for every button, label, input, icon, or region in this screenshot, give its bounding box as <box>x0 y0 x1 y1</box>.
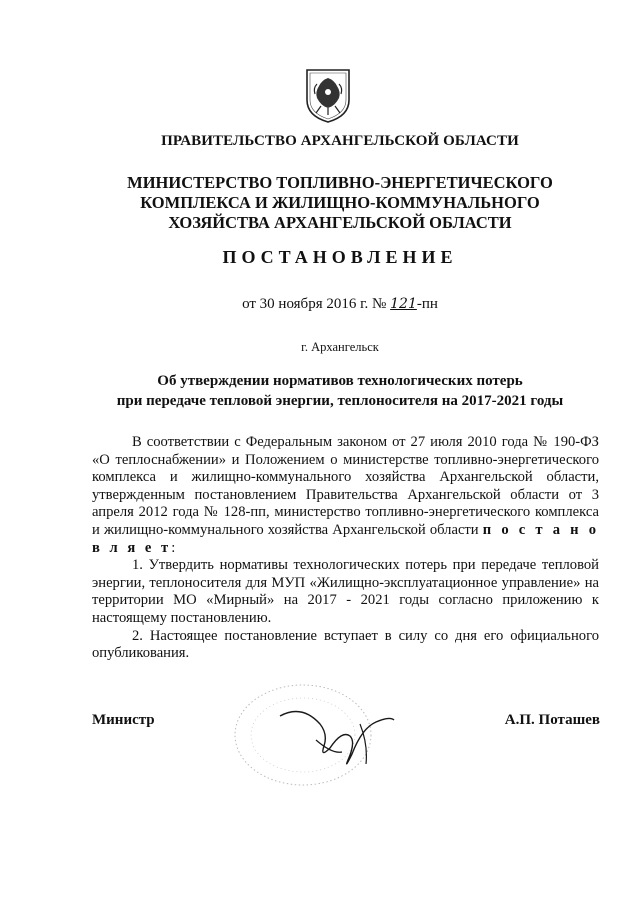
subject-line: при передаче тепловой энергии, теплоносителя на 2017-2021 годы <box>116 393 564 409</box>
signatory-position: Министр <box>92 712 155 728</box>
handwritten-signature-icon <box>272 694 402 774</box>
government-name: ПРАВИТЕЛЬСТВО АРХАНГЕЛЬСКОЙ ОБЛАСТИ <box>161 133 519 149</box>
coat-of-arms-icon <box>303 66 353 124</box>
item-1-paragraph: 1. Утвердить нормативы технологических потерь при передаче тепловой энергии, теплоносителя для МУП «Жилищно-эксплуатационное управление» на территории МО «Мирный» на 2017 - 2021 годы согласно приложению к настоящему постановлению. <box>92 557 599 626</box>
document-date: от 30 ноября 2016 г. № <box>242 296 387 312</box>
decree-colon: : <box>171 539 176 556</box>
preamble-paragraph <box>92 434 599 557</box>
ministry-line: МИНИСТЕРСТВО ТОПЛИВНО-ЭНЕРГЕТИЧЕСКОГО <box>127 173 553 192</box>
document-number-suffix: -пн <box>416 296 438 312</box>
document-date-number <box>80 296 600 313</box>
subject-line: Об утверждении нормативов технологических потерь <box>157 373 523 389</box>
document-type: ПОСТАНОВЛЕНИЕ <box>222 247 458 267</box>
signatory-name: А.П. Поташев <box>504 712 600 728</box>
document-body <box>92 434 599 663</box>
decree-word: п о с т а н о в л я е т <box>92 521 599 556</box>
ministry-name <box>80 173 600 233</box>
ministry-line: ХОЗЯЙСТВА АРХАНГЕЛЬСКОЙ ОБЛАСТИ <box>168 213 512 232</box>
item-2-paragraph: 2. Настоящее постановление вступает в силу со дня его официального опубликования. <box>92 627 599 662</box>
document-city: г. Архангельск <box>301 340 379 354</box>
preamble-text: В соответствии с Федеральным законом от 27 июля 2010 года № 190-ФЗ «О теплоснабжении» и Положением о министерстве топливно-энергетического комплекса и жилищно-коммунального хозяйства Архангельской области, утвержденным постановлением Правительства Архангельской области от 3 апреля 2012 года № 128-пп, министерство топливно-энергетического комплекса и жилищно-коммунального хозяйства Архангельской области <box>92 434 599 538</box>
ministry-line: КОМПЛЕКСА И ЖИЛИЩНО-КОММУНАЛЬНОГО <box>140 193 540 212</box>
document-subject <box>80 371 600 411</box>
document-number: 121 <box>390 296 417 312</box>
